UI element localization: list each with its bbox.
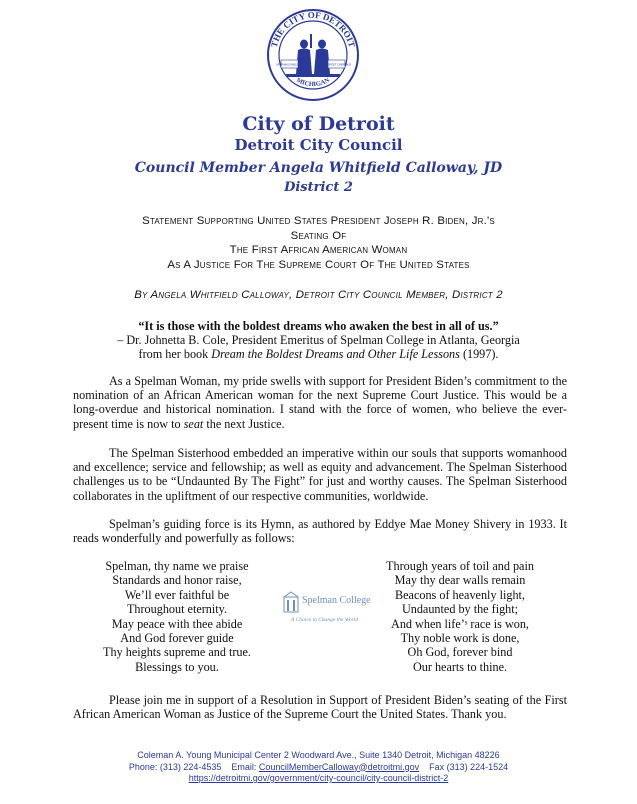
hymn-line: We’ll ever faithful be [124, 587, 230, 602]
statement-line-1: Statement Supporting United States President Joseph R. Biden, Jr.'s [142, 215, 495, 227]
statement-line-2: Seating Of [290, 229, 347, 242]
college-tagline: A Choice to Change the World [291, 617, 359, 623]
paragraph-1 [73, 374, 567, 431]
hymn-verse-right [365, 559, 555, 674]
hymn-line: Standards and honor raise, [112, 573, 242, 588]
city-of-detroit-seal [266, 8, 360, 102]
footer-email-link[interactable]: CouncilMemberCalloway@detroitmi.gov [258, 761, 420, 772]
building-icon [283, 591, 299, 613]
paragraph-1-text: As a Spelman Woman, my pride swells with support for President Biden’s commitment to the nomination of an African American woman for the next Supreme Court Justice. This would be a long-overdue and historical nomination. I stand with the force of women, who believe the ever-present time is now to [73, 374, 567, 431]
college-name: Spelman College [302, 595, 371, 606]
hymn-line: Through years of toil and pain [386, 559, 534, 573]
quote-source-prefix: from her book [138, 347, 212, 361]
seal-bottom-text: MICHIGAN [295, 76, 331, 89]
statement-line-4: As A Justice For The Supreme Court Of The United States [167, 258, 470, 271]
footer-contact [0, 762, 637, 774]
quote-attribution: – Dr. Johnetta B. Cole, President Emeritus of Spelman College in Atlanta, Georgia [117, 333, 520, 347]
hymn-line: Blessings to you. [135, 659, 219, 674]
paragraph-3: Spelman’s guiding force is its Hymn, as authored by Eddye Mae Money Shivery in 1933. It reads wonderfully and powerfully as follows: [73, 517, 567, 546]
hymn-line: May peace with thee abide [111, 616, 243, 631]
seal-left-motto: SPERAMUS MELIORA [276, 63, 303, 67]
quote-source-suffix: (1997). [459, 347, 499, 361]
footer-website-link[interactable]: https://detroitmi.gov/government/city-council/city-council-district-2 [188, 773, 449, 783]
hymn-line: Throughout eternity. [126, 602, 228, 617]
paragraph-4: Please join me in support of a Resolution in Support of President Biden’s seating of the First African American Woman as Justice of the Supreme Court the United States. Thank you. [73, 693, 567, 722]
statement-heading [0, 214, 637, 272]
hymn-line: Undaunted by the fight; [401, 602, 519, 617]
district-label: District 2 [284, 180, 353, 195]
quote-source-title: Dream the Boldest Dreams and Other Life Lessons [211, 347, 460, 361]
statement-line-3: The First African American Woman [229, 244, 408, 256]
hymn-line: Beacons of heavenly light, [395, 587, 525, 602]
city-title: City of Detroit [242, 113, 395, 135]
quote-source [0, 347, 637, 361]
hymn-line: May thy dear walls remain [394, 573, 526, 588]
hymn-line: Oh God, forever bind [407, 645, 513, 660]
footer [0, 750, 637, 785]
hymn-line: And when life’ˢ race is won, [391, 616, 529, 631]
footer-fax: Fax (313) 224-1524 [419, 761, 509, 772]
hymn-line: Thy noble work is done, [400, 631, 520, 646]
seal-right-motto: RESURGET CINERIBUS [321, 63, 352, 67]
quote-text: “It is those with the boldest dreams who awaken the best in all of us.” [138, 319, 499, 333]
council-title: Detroit City Council [234, 136, 403, 154]
footer-phone: Phone: (313) 224-4535 Email: [128, 761, 259, 772]
hymn-verse-left [82, 559, 272, 674]
hymn-line: Our hearts to thine. [412, 659, 508, 674]
hymn-line: Thy heights supreme and true. [103, 645, 251, 660]
council-member-name: Council Member Angela Whitfield Calloway, JD [134, 160, 503, 176]
opening-quote [0, 319, 637, 361]
paragraph-2: The Spelman Sisterhood embedded an imperative within our souls that supports womanhood and excellence; service and fellowship; as well as equity and advancement. The Spelman Sisterhood challenges us to be “Undaunted By The Fight” for just and worthy causes. The Spelman Sisterhood collaborates in the upliftment of our respective communities, worldwide. [73, 446, 567, 503]
paragraph-1-end: the next Justice. [203, 416, 285, 431]
byline: By Angela Whitfield Calloway, Detroit City Council Member, District 2 [134, 289, 503, 301]
hymn-line: And God forever guide [120, 631, 234, 646]
paragraph-1-emphasis: seat [183, 416, 204, 431]
hymn-line: Spelman, thy name we praise [105, 559, 249, 573]
spelman-college-logo [283, 591, 373, 631]
footer-address: Coleman A. Young Municipal Center 2 Woodward Ave., Suite 1340 Detroit, Michigan 48226 [137, 750, 500, 760]
seal-top-text: THE CITY OF DETROIT [268, 9, 358, 49]
